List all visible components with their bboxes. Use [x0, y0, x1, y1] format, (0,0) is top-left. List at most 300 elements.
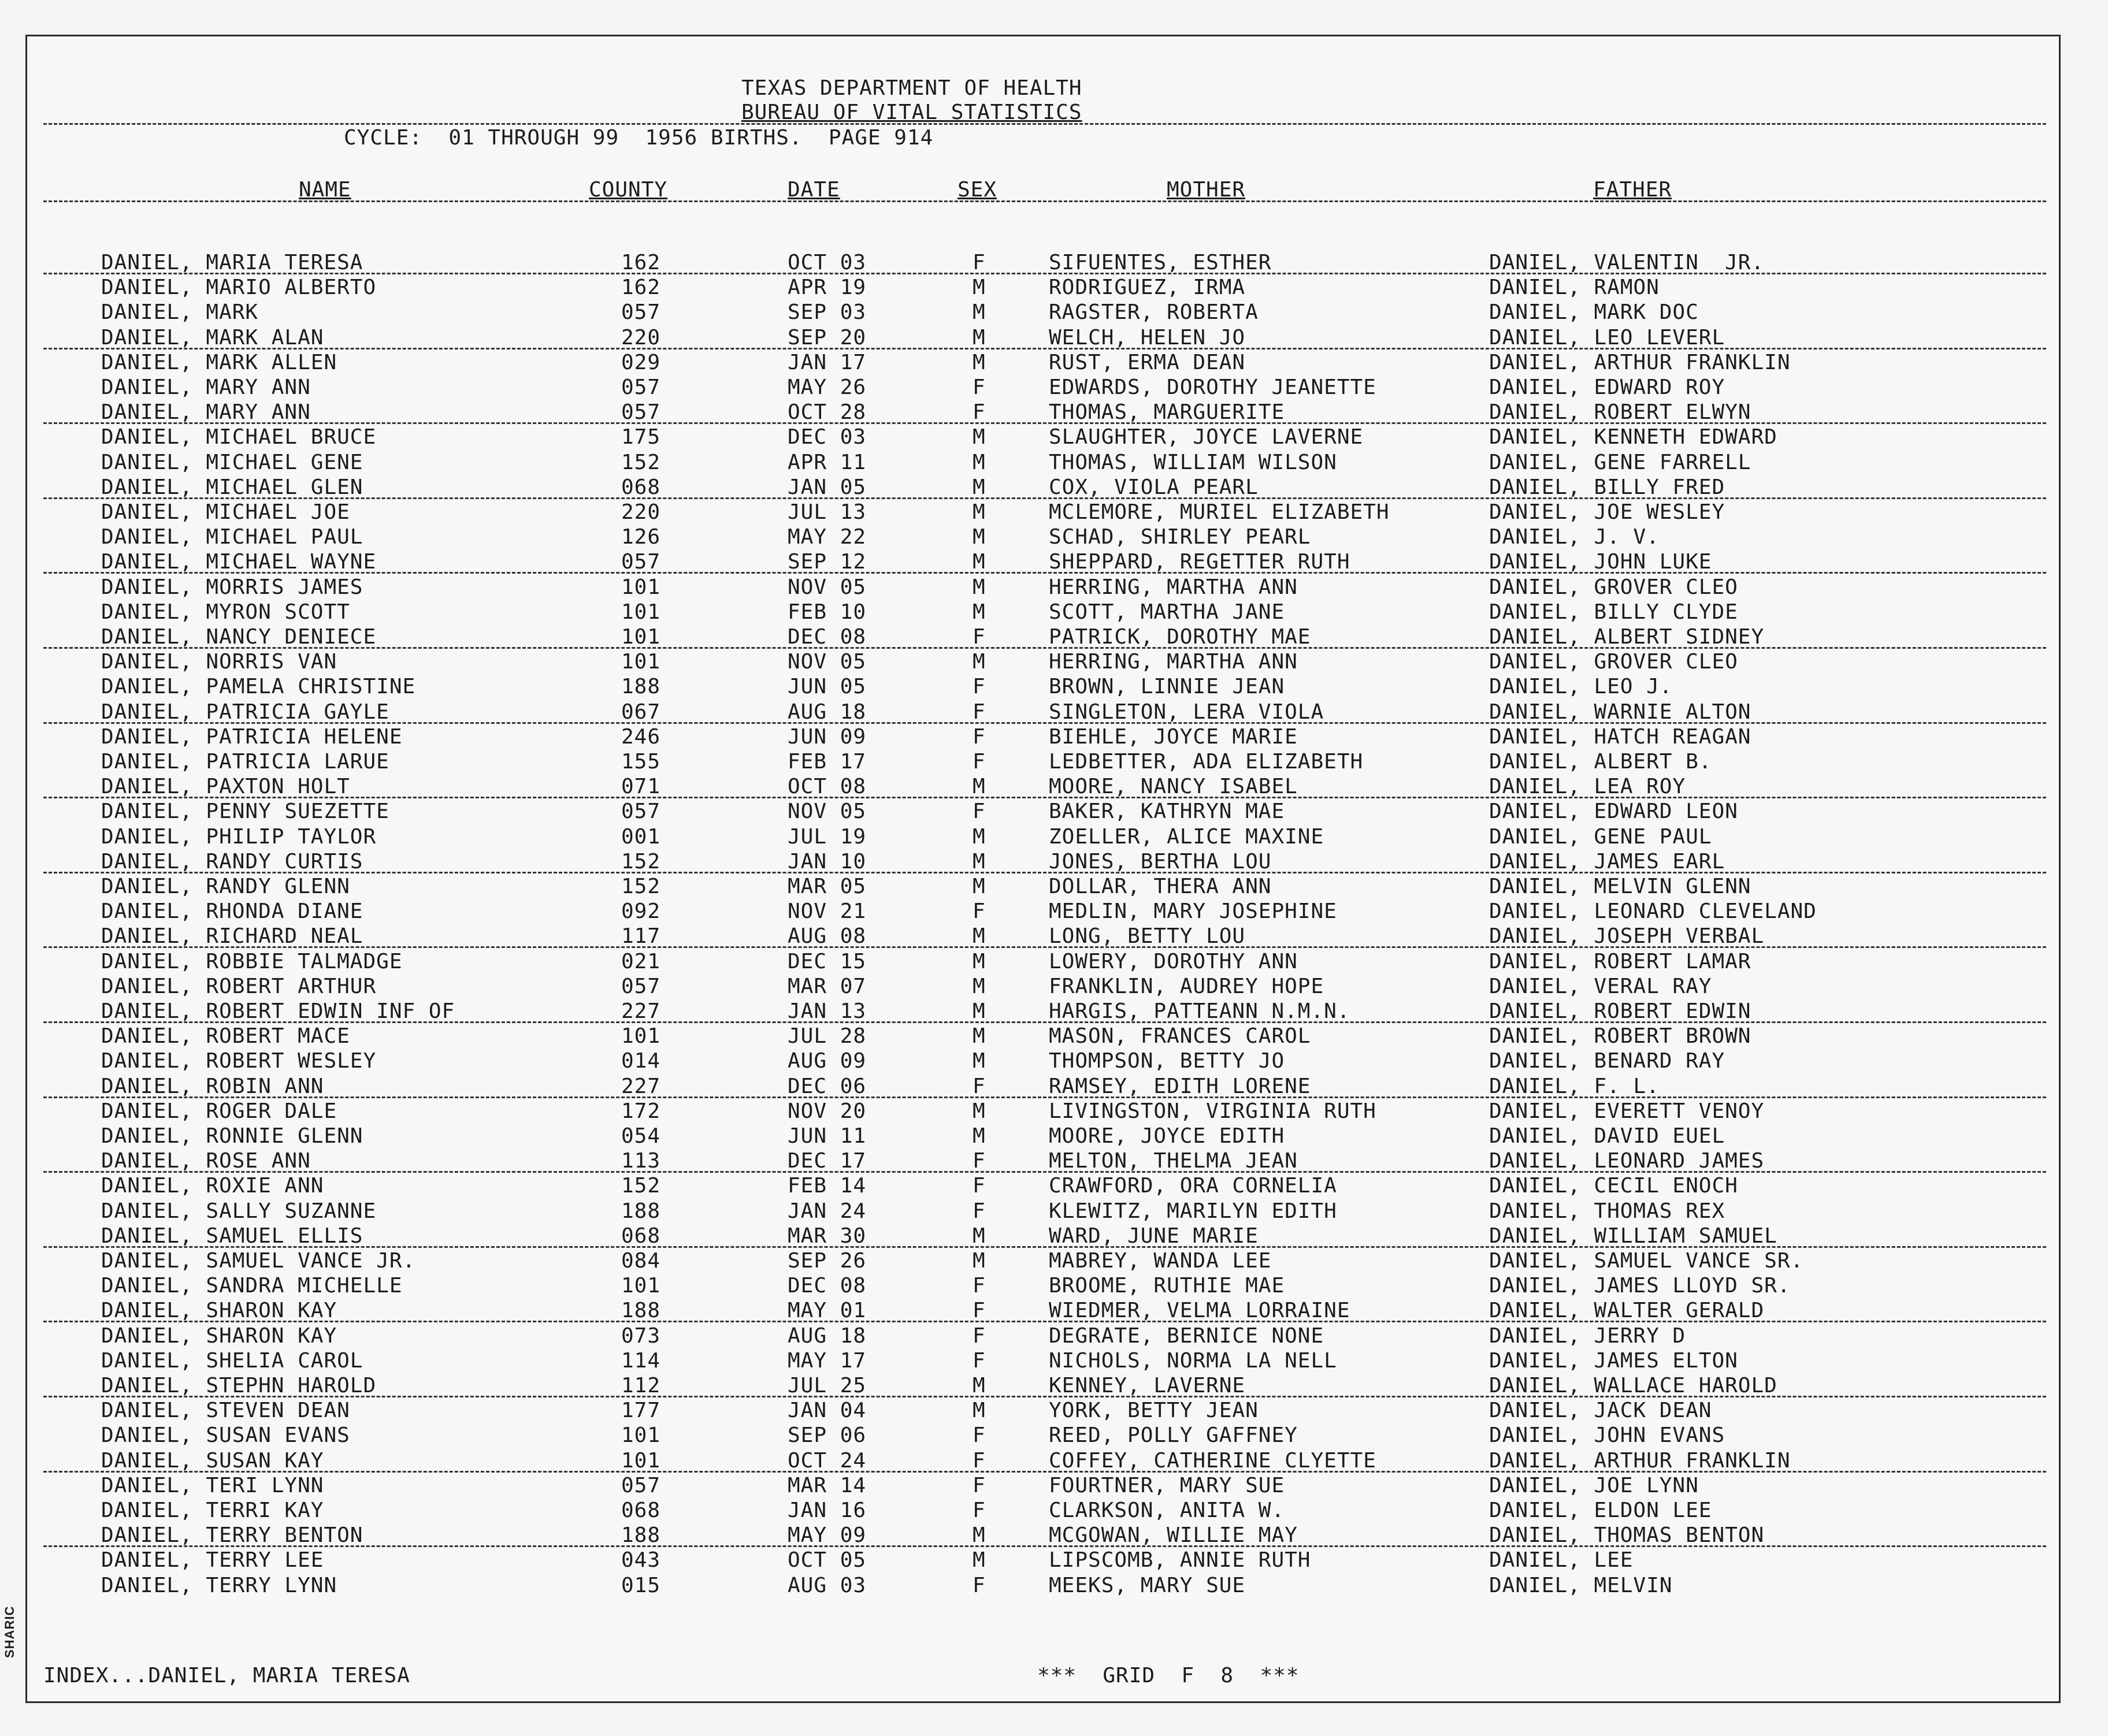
cell-mother: RAMSEY, EDITH LORENE — [1049, 1074, 1311, 1098]
table-row — [27, 1299, 2059, 1324]
grid-footer: *** GRID F 8 *** — [1037, 1664, 1300, 1687]
cell-sex: M — [973, 775, 986, 799]
cell-date: APR 11 — [788, 450, 867, 474]
cell-name: DANIEL, PATRICIA GAYLE — [101, 700, 389, 724]
cell-name: DANIEL, ROSE ANN — [101, 1149, 311, 1173]
cell-mother: THOMAS, WILLIAM WILSON — [1049, 450, 1337, 474]
table-row — [27, 1075, 2059, 1100]
cell-date: JUL 25 — [788, 1374, 867, 1397]
table-row — [27, 975, 2059, 1000]
cell-county: 014 — [621, 1049, 661, 1073]
cell-mother: YORK, BETTY JEAN — [1049, 1399, 1259, 1423]
cell-name: DANIEL, MICHAEL WAYNE — [101, 550, 377, 574]
cell-father: DANIEL, LEE — [1489, 1548, 1634, 1573]
cell-name: DANIEL, SUSAN KAY — [101, 1448, 324, 1473]
cell-mother: FRANKLIN, AUDREY HOPE — [1049, 974, 1324, 998]
table-row — [27, 1325, 2059, 1350]
cell-sex: M — [973, 1124, 986, 1148]
cell-mother: HERRING, MARTHA ANN — [1049, 650, 1298, 674]
cell-father: DANIEL, KENNETH EDWARD — [1489, 425, 1777, 449]
cell-sex: F — [973, 1199, 986, 1223]
cell-date: SEP 26 — [788, 1249, 867, 1273]
table-row — [27, 1174, 2059, 1199]
cell-father: DANIEL, ROBERT EDWIN — [1489, 999, 1751, 1023]
row-rule — [43, 1246, 2046, 1248]
cell-father: DANIEL, LEO J. — [1489, 675, 1673, 699]
cell-county: 152 — [621, 875, 661, 898]
cell-date: JUN 11 — [788, 1124, 867, 1148]
column-header-father: FATHER — [1593, 178, 1672, 202]
table-row — [27, 426, 2059, 451]
table-row — [27, 376, 2059, 401]
cell-sex: M — [973, 974, 986, 998]
cell-father: DANIEL, JAMES EARL — [1489, 849, 1725, 873]
cell-sex: M — [973, 824, 986, 849]
cell-father: DANIEL, JOHN LUKE — [1489, 550, 1712, 574]
cell-mother: BROOME, RUTHIE MAE — [1049, 1274, 1285, 1298]
cell-county: 057 — [621, 400, 661, 425]
cell-date: FEB 14 — [788, 1174, 867, 1198]
column-header-rule — [43, 200, 2046, 202]
cell-mother: SHEPPARD, REGETTER RUTH — [1049, 550, 1350, 574]
cell-mother: HERRING, MARTHA ANN — [1049, 575, 1298, 599]
cell-county: 177 — [621, 1399, 661, 1423]
cell-county: 101 — [621, 625, 661, 649]
cell-name: DANIEL, MICHAEL GENE — [101, 450, 363, 474]
cell-father: DANIEL, ALBERT B. — [1489, 750, 1712, 774]
cell-date: OCT 03 — [788, 251, 867, 274]
cell-county: 246 — [621, 724, 661, 749]
cell-father: DANIEL, DAVID EUEL — [1489, 1124, 1725, 1148]
cell-sex: M — [973, 875, 986, 898]
table-row — [27, 650, 2059, 675]
cell-name: DANIEL, SHARON KAY — [101, 1324, 337, 1348]
cell-county: 126 — [621, 525, 661, 549]
cell-county: 172 — [621, 1099, 661, 1123]
cell-county: 175 — [621, 425, 661, 449]
cell-sex: F — [973, 1274, 986, 1298]
table-row — [27, 526, 2059, 551]
table-row — [27, 775, 2059, 800]
row-rule — [43, 1321, 2046, 1322]
cell-county: 073 — [621, 1324, 661, 1348]
cell-father: DANIEL, JOSEPH VERBAL — [1489, 924, 1765, 949]
cell-sex: M — [973, 949, 986, 973]
table-row — [27, 1424, 2059, 1449]
row-rule — [43, 1171, 2046, 1173]
row-rule — [43, 797, 2046, 798]
cell-mother: MEDLIN, MARY JOSEPHINE — [1049, 899, 1337, 924]
cell-name: DANIEL, MICHAEL JOE — [101, 500, 350, 524]
cell-date: DEC 17 — [788, 1149, 867, 1173]
cell-county: 188 — [621, 675, 661, 699]
cell-father: DANIEL, EDWARD LEON — [1489, 800, 1738, 824]
cell-mother: RUST, ERMA DEAN — [1049, 350, 1246, 374]
cell-mother: WELCH, HELEN JO — [1049, 325, 1246, 350]
cell-date: NOV 05 — [788, 650, 867, 674]
cell-date: JUL 28 — [788, 1024, 867, 1049]
table-row — [27, 726, 2059, 750]
cell-name: DANIEL, MARIA TERESA — [101, 251, 363, 274]
table-row — [27, 925, 2059, 950]
cell-name: DANIEL, PATRICIA LARUE — [101, 750, 389, 774]
cell-sex: F — [973, 899, 986, 924]
table-row — [27, 1000, 2059, 1025]
cell-sex: F — [973, 1149, 986, 1173]
cell-county: 101 — [621, 575, 661, 599]
cell-county: 117 — [621, 924, 661, 949]
cell-father: DANIEL, EDWARD ROY — [1489, 376, 1725, 399]
cell-county: 001 — [621, 824, 661, 849]
table-row — [27, 601, 2059, 626]
cell-father: DANIEL, ALBERT SIDNEY — [1489, 625, 1765, 649]
cell-sex: F — [973, 1174, 986, 1198]
table-row — [27, 301, 2059, 326]
cell-date: OCT 08 — [788, 775, 867, 799]
cell-name: DANIEL, SANDRA MICHELLE — [101, 1274, 403, 1298]
cell-name: DANIEL, MORRIS JAMES — [101, 575, 363, 599]
cell-date: MAY 26 — [788, 376, 867, 399]
cell-mother: MASON, FRANCES CAROL — [1049, 1024, 1311, 1049]
cell-mother: RAGSTER, ROBERTA — [1049, 300, 1259, 325]
column-header-date: DATE — [788, 178, 840, 202]
cell-sex: M — [973, 1399, 986, 1423]
cell-name: DANIEL, ROGER DALE — [101, 1099, 337, 1123]
cell-mother: DOLLAR, THERA ANN — [1049, 875, 1272, 898]
cell-county: 043 — [621, 1548, 661, 1573]
cell-sex: F — [973, 1448, 986, 1473]
cell-sex: F — [973, 750, 986, 774]
table-row — [27, 451, 2059, 476]
cell-date: SEP 20 — [788, 325, 867, 350]
cell-county: 188 — [621, 1199, 661, 1223]
cell-date: DEC 08 — [788, 1274, 867, 1298]
cell-sex: F — [973, 1423, 986, 1448]
cell-date: SEP 12 — [788, 550, 867, 574]
cell-date: MAY 17 — [788, 1348, 867, 1373]
cell-father: DANIEL, HATCH REAGAN — [1489, 724, 1751, 749]
cell-father: DANIEL, JACK DEAN — [1489, 1399, 1712, 1423]
cell-father: DANIEL, WARNIE ALTON — [1489, 700, 1751, 724]
cell-sex: F — [973, 376, 986, 399]
cell-date: NOV 20 — [788, 1099, 867, 1123]
cell-mother: LIVINGSTON, VIRGINIA RUTH — [1049, 1099, 1376, 1123]
row-rule — [43, 1545, 2046, 1547]
cell-mother: MEEKS, MARY SUE — [1049, 1573, 1246, 1597]
department-title: TEXAS DEPARTMENT OF HEALTH — [741, 76, 1082, 100]
cell-father: DANIEL, LEA ROY — [1489, 775, 1686, 799]
cell-mother: EDWARDS, DOROTHY JEANETTE — [1049, 376, 1376, 399]
cell-county: 068 — [621, 1499, 661, 1522]
cell-county: 152 — [621, 1174, 661, 1198]
cell-name: DANIEL, STEPHN HAROLD — [101, 1374, 377, 1397]
cell-date: JAN 04 — [788, 1399, 867, 1423]
cell-sex: F — [973, 1499, 986, 1522]
cell-name: DANIEL, MICHAEL GLEN — [101, 475, 363, 499]
cell-county: 071 — [621, 775, 661, 799]
table-row — [27, 1250, 2059, 1274]
cell-date: SEP 06 — [788, 1423, 867, 1448]
cell-county: 101 — [621, 600, 661, 624]
cell-father: DANIEL, JOE WESLEY — [1489, 500, 1725, 524]
cell-mother: SIFUENTES, ESTHER — [1049, 251, 1272, 274]
row-rule — [43, 1096, 2046, 1098]
cell-sex: M — [973, 999, 986, 1023]
cell-county: 155 — [621, 750, 661, 774]
cell-date: FEB 10 — [788, 600, 867, 624]
table-row — [27, 1274, 2059, 1299]
cell-mother: HARGIS, PATTEANN N.M.N. — [1049, 999, 1350, 1023]
cell-sex: M — [973, 575, 986, 599]
cell-mother: KENNEY, LAVERNE — [1049, 1374, 1246, 1397]
cell-sex: F — [973, 724, 986, 749]
cell-sex: F — [973, 1473, 986, 1497]
cell-name: DANIEL, ROBIN ANN — [101, 1074, 324, 1098]
header-rule — [43, 123, 2046, 125]
cell-father: DANIEL, ELDON LEE — [1489, 1499, 1712, 1522]
cell-date: AUG 08 — [788, 924, 867, 949]
cell-name: DANIEL, ROBERT WESLEY — [101, 1049, 377, 1073]
table-row — [27, 875, 2059, 900]
cell-name: DANIEL, SHARON KAY — [101, 1299, 337, 1323]
table-row — [27, 675, 2059, 700]
row-rule — [43, 497, 2046, 499]
table-row — [27, 826, 2059, 850]
cell-sex: F — [973, 700, 986, 724]
table-row — [27, 576, 2059, 601]
cell-mother: REED, POLLY GAFFNEY — [1049, 1423, 1298, 1448]
cell-father: DANIEL, WALTER GERALD — [1489, 1299, 1765, 1323]
cell-father: DANIEL, ARTHUR FRANKLIN — [1489, 1448, 1791, 1473]
cell-mother: NICHOLS, NORMA LA NELL — [1049, 1348, 1337, 1373]
table-row — [27, 1350, 2059, 1374]
cell-date: JAN 16 — [788, 1499, 867, 1522]
cell-mother: BIEHLE, JOYCE MARIE — [1049, 724, 1298, 749]
table-row — [27, 476, 2059, 501]
cell-county: 220 — [621, 325, 661, 350]
cell-name: DANIEL, PAXTON HOLT — [101, 775, 350, 799]
row-rule — [43, 348, 2046, 350]
cell-date: DEC 06 — [788, 1074, 867, 1098]
cell-county: 057 — [621, 800, 661, 824]
cell-county: 057 — [621, 974, 661, 998]
table-row — [27, 351, 2059, 376]
cell-county: 067 — [621, 700, 661, 724]
table-row — [27, 950, 2059, 975]
cell-name: DANIEL, MARK ALLEN — [101, 350, 337, 374]
cell-sex: M — [973, 475, 986, 499]
cell-father: DANIEL, THOMAS REX — [1489, 1199, 1725, 1223]
cell-date: AUG 09 — [788, 1049, 867, 1073]
cell-county: 015 — [621, 1573, 661, 1597]
cell-sex: M — [973, 450, 986, 474]
cell-sex: M — [973, 276, 986, 300]
cell-name: DANIEL, PATRICIA HELENE — [101, 724, 403, 749]
cell-name: DANIEL, SHELIA CAROL — [101, 1348, 363, 1373]
cell-county: 092 — [621, 899, 661, 924]
cell-sex: M — [973, 849, 986, 873]
table-row — [27, 1574, 2059, 1599]
cell-date: OCT 24 — [788, 1448, 867, 1473]
cell-county: 101 — [621, 1274, 661, 1298]
cell-county: 220 — [621, 500, 661, 524]
cell-father: DANIEL, LEONARD CLEVELAND — [1489, 899, 1817, 924]
cell-sex: F — [973, 1573, 986, 1597]
cycle-line: CYCLE: 01 THROUGH 99 1956 BIRTHS. PAGE 914 — [344, 126, 934, 150]
cell-father: DANIEL, RAMON — [1489, 276, 1660, 300]
cell-name: DANIEL, MARK — [101, 300, 259, 325]
cell-county: 152 — [621, 849, 661, 873]
cell-county: 227 — [621, 1074, 661, 1098]
cell-father: DANIEL, BILLY CLYDE — [1489, 600, 1738, 624]
cell-mother: MOORE, JOYCE EDITH — [1049, 1124, 1285, 1148]
cell-mother: RODRIGUEZ, IRMA — [1049, 276, 1246, 300]
cell-name: DANIEL, TERRY BENTON — [101, 1523, 363, 1548]
cell-county: 057 — [621, 376, 661, 399]
cell-date: MAY 09 — [788, 1523, 867, 1548]
cell-name: DANIEL, PAMELA CHRISTINE — [101, 675, 416, 699]
cell-date: APR 19 — [788, 276, 867, 300]
cell-father: DANIEL, MARK DOC — [1489, 300, 1699, 325]
cell-date: MAR 14 — [788, 1473, 867, 1497]
cell-date: JAN 17 — [788, 350, 867, 374]
cell-sex: M — [973, 550, 986, 574]
column-header-mother: MOTHER — [1167, 178, 1246, 202]
cell-father: DANIEL, GENE PAUL — [1489, 824, 1712, 849]
cell-mother: LOWERY, DOROTHY ANN — [1049, 949, 1298, 973]
cell-date: JUL 13 — [788, 500, 867, 524]
cell-father: DANIEL, WALLACE HAROLD — [1489, 1374, 1777, 1397]
bureau-title: BUREAU OF VITAL STATISTICS — [741, 101, 1082, 124]
table-row — [27, 1474, 2059, 1499]
column-header-county: COUNTY — [589, 178, 668, 202]
index-footer: INDEX...DANIEL, MARIA TERESA — [43, 1664, 410, 1687]
cell-date: DEC 08 — [788, 625, 867, 649]
cell-mother: MCGOWAN, WILLIE MAY — [1049, 1523, 1298, 1548]
cell-father: DANIEL, MELVIN GLENN — [1489, 875, 1751, 898]
table-row — [27, 1399, 2059, 1424]
cell-county: 021 — [621, 949, 661, 973]
cell-sex: F — [973, 251, 986, 274]
cell-mother: MELTON, THELMA JEAN — [1049, 1149, 1298, 1173]
cell-mother: BROWN, LINNIE JEAN — [1049, 675, 1285, 699]
cell-name: DANIEL, MARY ANN — [101, 376, 311, 399]
cell-date: FEB 17 — [788, 750, 867, 774]
cell-father: DANIEL, LEO LEVERL — [1489, 325, 1725, 350]
row-rule — [43, 273, 2046, 274]
cell-date: MAY 01 — [788, 1299, 867, 1323]
cell-name: DANIEL, TERRY LEE — [101, 1548, 324, 1573]
cell-county: 084 — [621, 1249, 661, 1273]
cell-county: 057 — [621, 550, 661, 574]
row-rule — [43, 872, 2046, 873]
cell-father: DANIEL, THOMAS BENTON — [1489, 1523, 1765, 1548]
row-rule — [43, 1396, 2046, 1397]
table-row — [27, 1449, 2059, 1474]
table-row — [27, 800, 2059, 825]
cell-county: 188 — [621, 1299, 661, 1323]
document-page — [25, 35, 2061, 1703]
cell-father: DANIEL, BILLY FRED — [1489, 475, 1725, 499]
cell-father: DANIEL, JAMES LLOYD SR. — [1489, 1274, 1791, 1298]
table-row — [27, 1100, 2059, 1125]
table-row — [27, 1150, 2059, 1174]
row-rule — [43, 572, 2046, 574]
table-row — [27, 750, 2059, 775]
table-row — [27, 1200, 2059, 1225]
cell-name: DANIEL, TERRY LYNN — [101, 1573, 337, 1597]
cell-county: 113 — [621, 1149, 661, 1173]
cell-sex: F — [973, 1299, 986, 1323]
cell-mother: SLAUGHTER, JOYCE LAVERNE — [1049, 425, 1364, 449]
cell-county: 101 — [621, 650, 661, 674]
cell-mother: SCHAD, SHIRLEY PEARL — [1049, 525, 1311, 549]
cell-father: DANIEL, VERAL RAY — [1489, 974, 1712, 998]
cell-mother: WARD, JUNE MARIE — [1049, 1224, 1259, 1248]
cell-mother: MOORE, NANCY ISABEL — [1049, 775, 1298, 799]
cell-name: DANIEL, STEVEN DEAN — [101, 1399, 350, 1423]
cell-name: DANIEL, SAMUEL ELLIS — [101, 1224, 363, 1248]
cell-sex: M — [973, 350, 986, 374]
cell-father: DANIEL, JOE LYNN — [1489, 1473, 1699, 1497]
cell-father: DANIEL, LEONARD JAMES — [1489, 1149, 1765, 1173]
cell-name: DANIEL, RHONDA DIANE — [101, 899, 363, 924]
cell-mother: LEDBETTER, ADA ELIZABETH — [1049, 750, 1364, 774]
cell-name: DANIEL, RANDY CURTIS — [101, 849, 363, 873]
table-row — [27, 251, 2059, 276]
row-rule — [43, 946, 2046, 948]
cell-sex: M — [973, 325, 986, 350]
cell-name: DANIEL, RICHARD NEAL — [101, 924, 363, 949]
cell-name: DANIEL, SUSAN EVANS — [101, 1423, 350, 1448]
cell-name: DANIEL, MICHAEL BRUCE — [101, 425, 377, 449]
cell-name: DANIEL, PHILIP TAYLOR — [101, 824, 377, 849]
cell-mother: THOMPSON, BETTY JO — [1049, 1049, 1285, 1073]
cell-name: DANIEL, TERI LYNN — [101, 1473, 324, 1497]
cell-mother: SCOTT, MARTHA JANE — [1049, 600, 1285, 624]
cell-father: DANIEL, WILLIAM SAMUEL — [1489, 1224, 1777, 1248]
column-header-name: NAME — [299, 178, 351, 202]
cell-county: 057 — [621, 300, 661, 325]
table-row — [27, 1050, 2059, 1075]
cell-county: 188 — [621, 1523, 661, 1548]
cell-sex: F — [973, 1324, 986, 1348]
table-row — [27, 850, 2059, 875]
cell-county: 057 — [621, 1473, 661, 1497]
cell-mother: KLEWITZ, MARILYN EDITH — [1049, 1199, 1337, 1223]
cell-county: 101 — [621, 1423, 661, 1448]
cell-mother: FOURTNER, MARY SUE — [1049, 1473, 1285, 1497]
cell-father: DANIEL, VALENTIN JR. — [1489, 251, 1765, 274]
cell-father: DANIEL, F. L. — [1489, 1074, 1660, 1098]
table-row — [27, 701, 2059, 726]
cell-father: DANIEL, ROBERT BROWN — [1489, 1024, 1751, 1049]
cell-date: JUL 19 — [788, 824, 867, 849]
cell-sex: M — [973, 1249, 986, 1273]
cell-date: JAN 24 — [788, 1199, 867, 1223]
cell-name: DANIEL, RANDY GLENN — [101, 875, 350, 898]
cell-name: DANIEL, NANCY DENIECE — [101, 625, 377, 649]
row-rule — [43, 1021, 2046, 1023]
table-row — [27, 1125, 2059, 1150]
cell-date: AUG 18 — [788, 1324, 867, 1348]
cell-father: DANIEL, ROBERT LAMAR — [1489, 949, 1751, 973]
cell-father: DANIEL, JAMES ELTON — [1489, 1348, 1738, 1373]
cell-date: JAN 05 — [788, 475, 867, 499]
table-row — [27, 1499, 2059, 1524]
table-row — [27, 1549, 2059, 1574]
cell-name: DANIEL, MARK ALAN — [101, 325, 324, 350]
